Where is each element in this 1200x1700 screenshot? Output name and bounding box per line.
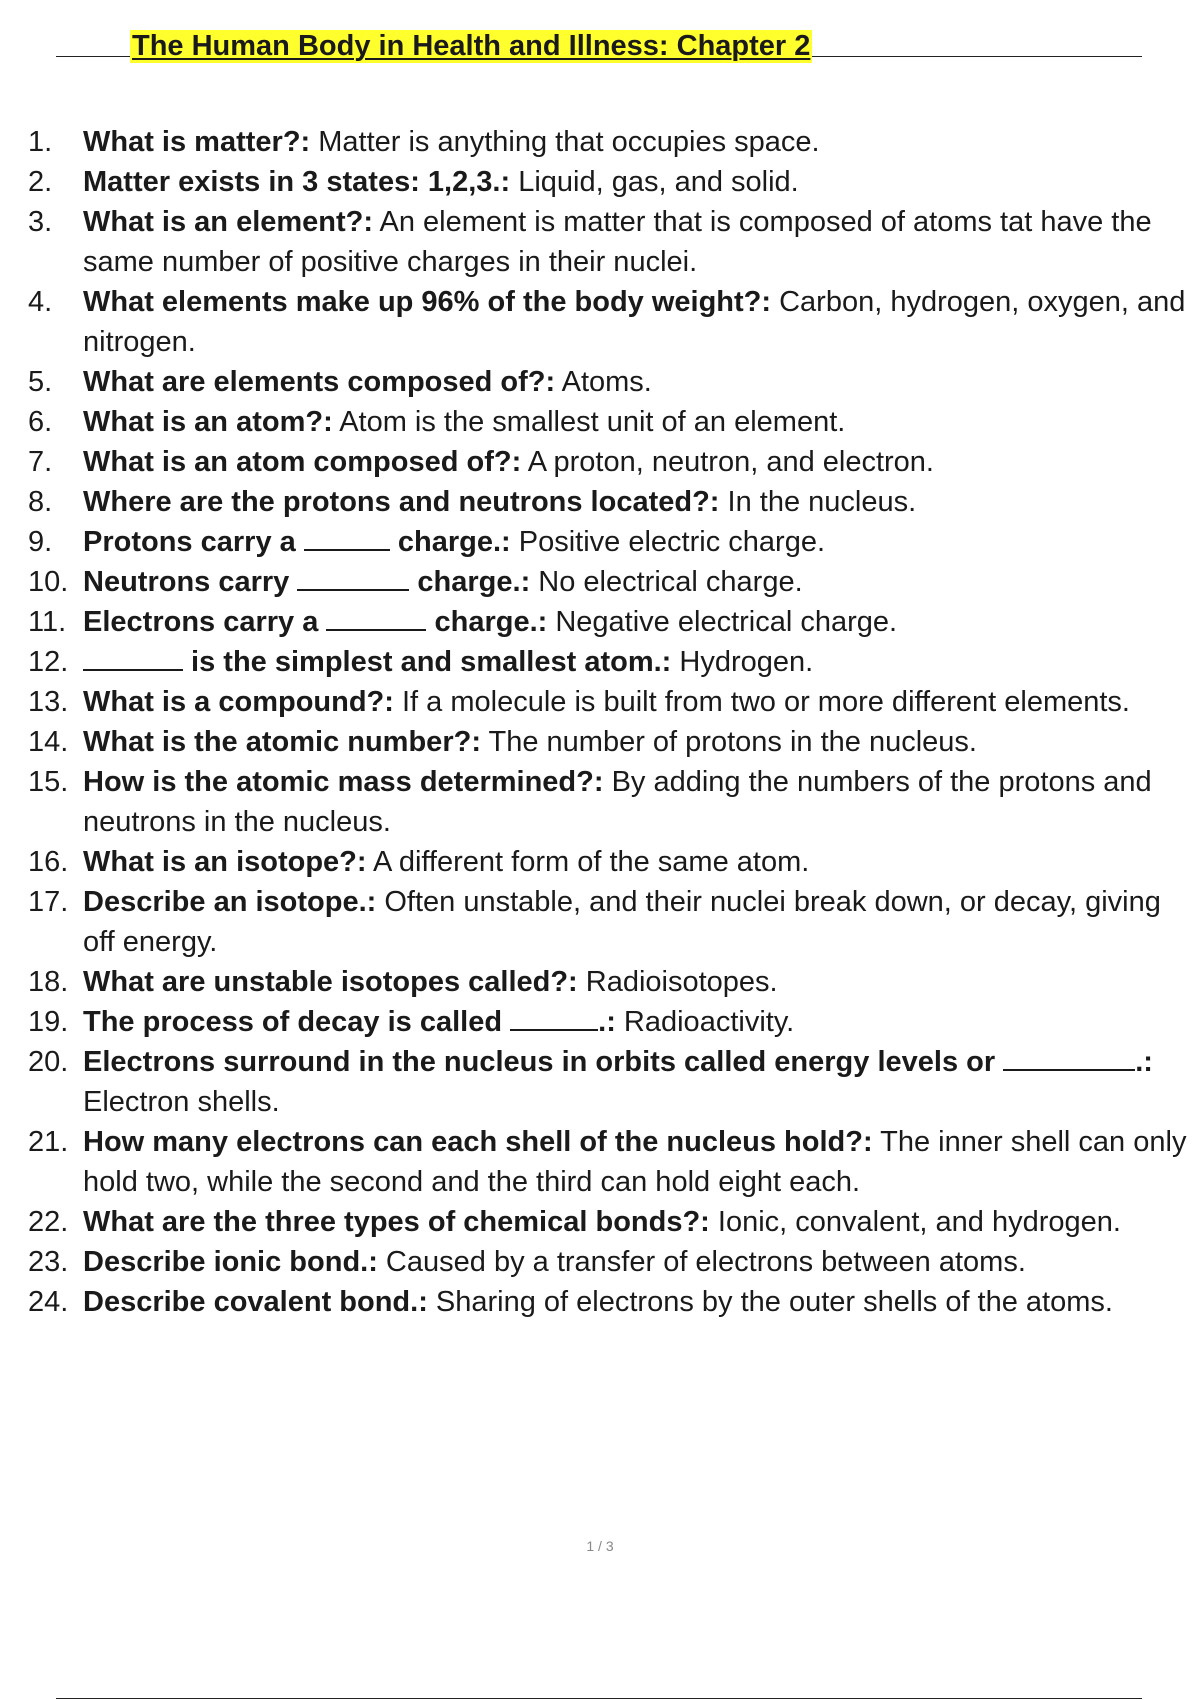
item-number: 24. <box>28 1286 69 1318</box>
question <box>83 766 604 798</box>
fill-in-blank <box>304 525 390 551</box>
item-number: 12. <box>28 646 69 678</box>
question <box>83 406 333 438</box>
question <box>83 686 394 718</box>
question-text: How is the atomic mass determined?: <box>83 766 604 798</box>
question-text: Electrons carry a <box>83 606 327 638</box>
qa-item <box>28 762 1193 842</box>
question <box>83 1246 378 1278</box>
qa-item <box>28 202 1193 282</box>
qa-item <box>28 402 1193 442</box>
item-number: 10. <box>28 566 69 598</box>
footer-rule <box>56 1698 1142 1699</box>
item-number: 16. <box>28 846 69 878</box>
item-number: 6. <box>28 406 53 438</box>
question-text: Protons carry a <box>83 526 304 558</box>
answer: The inner shell can only hold two, while the second and the third can hold eight each. <box>83 1126 1187 1198</box>
qa-item <box>28 722 1193 762</box>
question <box>83 366 555 398</box>
fill-in-blank <box>510 1005 598 1031</box>
document-title: The Human Body in Health and Illness: Chapter 2 <box>132 30 811 62</box>
item-number: 15. <box>28 766 69 798</box>
item-number: 23. <box>28 1246 69 1278</box>
question-text: What is a compound?: <box>83 686 394 718</box>
question-text: The process of decay is called <box>83 1006 511 1038</box>
qa-item <box>28 1122 1193 1202</box>
item-number: 19. <box>28 1006 69 1038</box>
qa-item <box>28 682 1193 722</box>
question <box>83 1126 873 1158</box>
question-text: Matter exists in 3 states: 1,2,3.: <box>83 166 511 198</box>
question <box>83 886 376 918</box>
question-text: Where are the protons and neutrons located?: <box>83 486 720 518</box>
question-text: What elements make up 96% of the body weight?: <box>83 286 772 318</box>
question <box>83 566 530 598</box>
item-number: 2. <box>28 166 53 198</box>
item-number: 5. <box>28 366 53 398</box>
answer: Atom is the smallest unit of an element. <box>332 406 846 438</box>
answer: Often unstable, and their nuclei break down, or decay, giving off energy. <box>83 886 1161 958</box>
item-number: 4. <box>28 286 53 318</box>
fill-in-blank <box>326 605 426 631</box>
item-number: 1. <box>28 126 53 158</box>
question-text: What is an atom composed of?: <box>83 446 522 478</box>
answer: Caused by a transfer of electrons between atoms. <box>377 1246 1026 1278</box>
question <box>83 966 578 998</box>
fill-in-blank <box>1003 1045 1135 1071</box>
item-number: 3. <box>28 206 53 238</box>
question-text: Describe ionic bond.: <box>83 1246 378 1278</box>
question-text: What is an isotope?: <box>83 846 367 878</box>
qa-item <box>28 562 1193 602</box>
question <box>83 166 510 198</box>
qa-item <box>28 522 1193 562</box>
qa-item <box>28 442 1193 482</box>
item-number: 18. <box>28 966 69 998</box>
question-text: What is the atomic number?: <box>83 726 481 758</box>
item-number: 17. <box>28 886 69 918</box>
answer: Negative electrical charge. <box>547 606 898 638</box>
qa-item <box>28 642 1193 682</box>
item-number: 9. <box>28 526 53 558</box>
qa-item <box>28 282 1193 362</box>
answer: Matter is anything that occupies space. <box>310 126 820 158</box>
question-text: Neutrons carry <box>83 566 298 598</box>
answer: Atoms. <box>555 366 652 398</box>
qa-item <box>28 1202 1193 1242</box>
question-text: What is matter?: <box>83 126 311 158</box>
question-text: What are elements composed of?: <box>83 366 556 398</box>
question-text-after: is the simplest and smallest atom.: <box>183 646 672 678</box>
answer: Radioactivity. <box>615 1006 795 1038</box>
qa-item <box>28 122 1193 162</box>
item-number: 8. <box>28 486 53 518</box>
qa-item <box>28 1282 1193 1322</box>
question-text: Describe an isotope.: <box>83 886 377 918</box>
question <box>83 726 481 758</box>
item-number: 14. <box>28 726 69 758</box>
answer: Sharing of electrons by the outer shells of the atoms. <box>427 1286 1113 1318</box>
answer: Radioisotopes. <box>577 966 778 998</box>
question-text-after: .: <box>1135 1046 1153 1078</box>
qa-item <box>28 882 1193 962</box>
qa-item <box>28 482 1193 522</box>
item-number: 21. <box>28 1126 69 1158</box>
question <box>83 526 511 558</box>
question-text: What is an atom?: <box>83 406 333 438</box>
question-text-after: charge.: <box>409 566 531 598</box>
answer: Liquid, gas, and solid. <box>510 166 799 198</box>
question <box>83 486 719 518</box>
item-number: 7. <box>28 446 53 478</box>
qa-item <box>28 602 1193 642</box>
question <box>83 1046 1153 1078</box>
qa-list <box>28 122 1193 1322</box>
question-text: What is an element?: <box>83 206 374 238</box>
fill-in-blank <box>83 645 183 671</box>
question-text: What are unstable isotopes called?: <box>83 966 578 998</box>
answer: No electrical charge. <box>530 566 803 598</box>
question <box>83 1206 710 1238</box>
question <box>83 1006 616 1038</box>
answer: The number of protons in the nucleus. <box>480 726 977 758</box>
qa-item <box>28 842 1193 882</box>
question <box>83 606 547 638</box>
question-text-after: charge.: <box>389 526 511 558</box>
question <box>83 846 367 878</box>
title-row <box>56 28 1142 68</box>
fill-in-blank <box>297 565 409 591</box>
answer: If a molecule is built from two or more different elements. <box>393 686 1130 718</box>
question <box>83 286 771 318</box>
question-text-after: .: <box>598 1006 616 1038</box>
qa-item <box>28 1002 1193 1042</box>
qa-item <box>28 1042 1193 1122</box>
question <box>83 446 521 478</box>
answer: Carbon, hydrogen, oxygen, and nitrogen. <box>83 286 1186 358</box>
question-text: Electrons surround in the nucleus in orbits called energy levels or <box>83 1046 1004 1078</box>
answer: Hydrogen. <box>671 646 814 678</box>
answer: In the nucleus. <box>719 486 917 518</box>
item-number: 22. <box>28 1206 69 1238</box>
qa-item <box>28 162 1193 202</box>
question-text: What are the three types of chemical bonds?: <box>83 1206 710 1238</box>
question-text-after: charge.: <box>426 606 548 638</box>
item-number: 11. <box>28 606 67 638</box>
answer: A proton, neutron, and electron. <box>521 446 934 478</box>
qa-item <box>28 962 1193 1002</box>
question-text: How many electrons can each shell of the nucleus hold?: <box>83 1126 873 1158</box>
question <box>83 126 310 158</box>
answer: Electron shells. <box>83 1086 280 1118</box>
answer: An element is matter that is composed of atoms tat have the same number of positive charges in their nuclei. <box>83 206 1152 278</box>
item-number: 13. <box>28 686 69 718</box>
answer: Positive electric charge. <box>510 526 826 558</box>
answer: A different form of the same atom. <box>366 846 810 878</box>
question <box>83 1286 428 1318</box>
answer: Ionic, convalent, and hydrogen. <box>709 1206 1121 1238</box>
question <box>83 646 671 678</box>
question <box>83 206 373 238</box>
answer: By adding the numbers of the protons and neutrons in the nucleus. <box>83 766 1152 838</box>
question-text: Describe covalent bond.: <box>83 1286 428 1318</box>
item-number: 20. <box>28 1046 69 1078</box>
qa-item <box>28 1242 1193 1282</box>
page-indicator: 1 / 3 <box>586 1538 614 1554</box>
qa-item <box>28 362 1193 402</box>
